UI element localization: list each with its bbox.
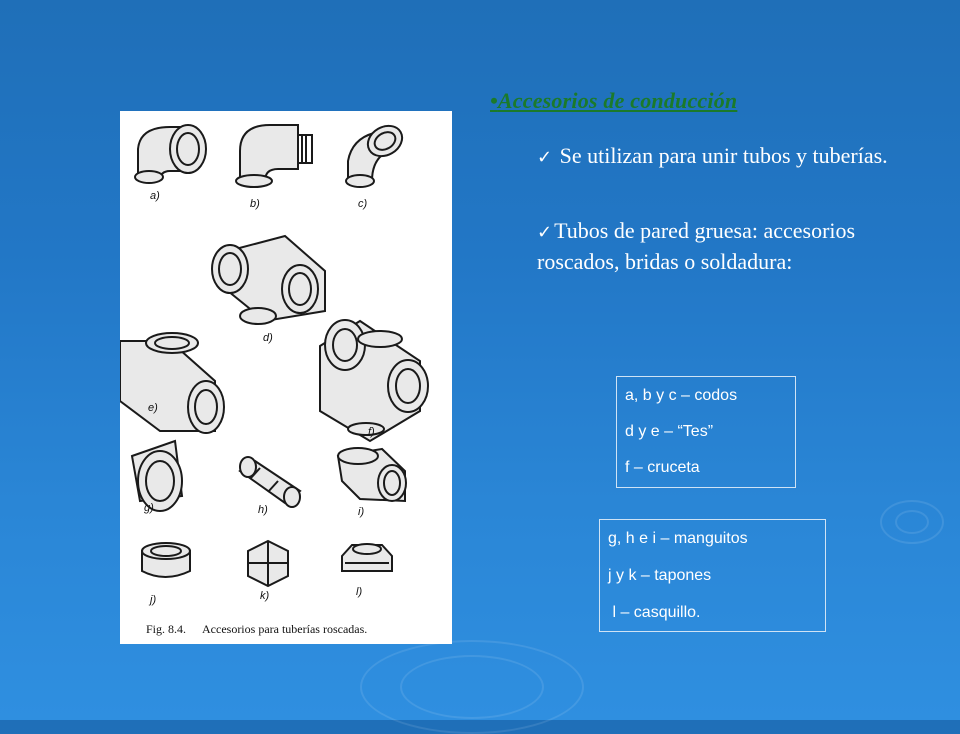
label-c: c) (358, 198, 368, 210)
legend-box-elbows-tees (616, 376, 796, 488)
cap-j-drawing (142, 543, 190, 606)
bullet-item (537, 216, 867, 276)
cross-f-drawing (320, 320, 428, 441)
elbow-a-drawing (135, 125, 206, 202)
bullet-item (537, 141, 897, 172)
label-a: a) (150, 190, 160, 202)
label-e: e) (148, 402, 158, 414)
check-icon: ✓ (537, 147, 553, 168)
label-h: h) (258, 504, 268, 516)
bullet-text: Tubos de pared gruesa: accesorios roscados, bridas o soldadura: (537, 218, 856, 274)
legend-line: a, b y c – codos (625, 387, 738, 404)
label-l: l) (356, 586, 363, 598)
check-icon: ✓ (537, 222, 553, 243)
label-f: f) (368, 426, 375, 438)
label-b: b) (250, 198, 260, 210)
legend-line: l – casquillo. (608, 604, 701, 621)
section-heading: •Accesorios de conducción (490, 88, 738, 113)
tee-d-drawing (212, 236, 325, 344)
figure-caption-number: Fig. 8.4. (146, 622, 187, 636)
elbow-b-drawing (236, 125, 312, 210)
bullet-text: Se utilizan para unir tubos y tuberías. (554, 143, 888, 168)
legend-line: d y e – “Tes” (625, 423, 714, 440)
legend-line: j y k – tapones (608, 567, 712, 584)
legend-line: f – cruceta (625, 459, 700, 476)
label-k: k) (260, 590, 270, 602)
legend-box-couplings-plugs (599, 519, 826, 632)
nipple-h-drawing (240, 457, 300, 516)
water-ripple-decoration (895, 510, 929, 534)
pipe-fittings-figure (120, 111, 452, 644)
label-g: g) (144, 502, 154, 514)
heading-text: Accesorios de conducción (497, 88, 738, 113)
legend-line: g, h e i – manguitos (608, 530, 748, 547)
tee-e-drawing (120, 333, 224, 433)
plug-k-drawing (248, 541, 288, 602)
label-i: i) (358, 506, 365, 518)
reducer-i-drawing (338, 448, 406, 518)
water-ripple-decoration (400, 655, 544, 719)
coupling-g-drawing (132, 441, 182, 514)
label-d: d) (263, 332, 273, 344)
elbow-c-drawing (346, 120, 408, 210)
bushing-l-drawing (342, 544, 392, 598)
label-j: j) (150, 594, 157, 606)
figure-caption-text: Accesorios para tuberías roscadas. (202, 622, 368, 636)
fittings-drawing (120, 111, 452, 644)
